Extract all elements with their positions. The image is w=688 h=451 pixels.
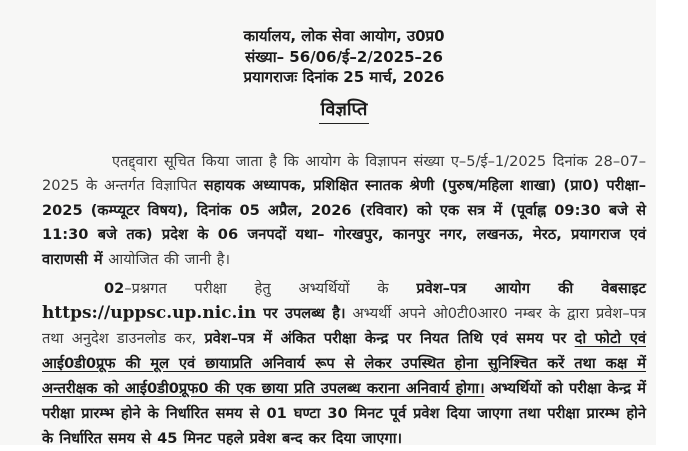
- availability-text: पर उपलब्ध है।: [263, 305, 346, 322]
- admit-card-website-text: प्रवेश–पत्र आयोग की वेबसाइट: [416, 280, 646, 297]
- document-header: [0, 26, 688, 88]
- download-instructions: अभ्यर्थी अपने ओ0टी0आर0 नम्बर के द्वारा प्रवेश–पत्र तथा अनुदेश डाउनलोड कर,: [42, 305, 646, 347]
- notice-title-container: [0, 98, 688, 124]
- exam-centre-instructions: प्रवेश–पत्र में अंकित परीक्षा केन्द्र पर नियत तिथि एवं समय पर: [204, 330, 567, 347]
- reference-number: संख्या– 56/06/ई–2/2025–26: [245, 47, 443, 66]
- paragraph-number: 02: [104, 280, 125, 297]
- notice-title: विज्ञप्ति: [319, 98, 370, 124]
- paragraph-2-intro: –प्रश्नगत परीक्षा हेतु अभ्यर्थियों के: [124, 280, 389, 297]
- office-name: कार्यालय, लोक सेवा आयोग, उ0प्र0: [243, 27, 445, 45]
- paragraph-2: [42, 276, 646, 451]
- paragraph-1-end: आयोजित की जानी है।: [108, 250, 231, 268]
- entry-timing-rules: अभ्यर्थियों को परीक्षा केन्द्र में परीक्षा प्रारम्भ होने के निर्धारित समय से 01 घण्टा 30 मिनट पूर्व प्रवेश दिया जाएगा तथा परीक्षा प्रारम्भ होने के निर्धारित समय से 45 मिनट पहले प्रवेश बन्द कर दिया जाएगा।: [42, 380, 646, 447]
- website-link[interactable]: https://uppsc.up.nic.in: [42, 303, 257, 323]
- place-date: प्रयागराजः दिनांक 25 मार्च, 2026: [243, 68, 445, 86]
- paragraph-1-intro: एतद्द्वारा सूचित किया जाता है कि आयोग के विज्ञापन संख्या ए–5/ई–1/2025 दिनांक 28–07–2025 के अन्तर्गत विज्ञापित: [42, 153, 646, 195]
- exam-details: सहायक अध्यापक, प्रशिक्षित स्नातक श्रेणी (पुरुष/महिला शाखा) (प्रा0) परीक्षा–2025 (कम्प्यूटर विषय), दिनांक 05 अप्रैल, 2026 (रविवार) को एक सत्र में (पूर्वाह्न 09:30 बजे से 11:30 बजे तक) प्रदेश के 06 जनपदों यथा– गोरखपुर, कानपुर नगर, लखनऊ, मेरठ, प्रयागराज एवं वाराणसी में: [42, 177, 647, 268]
- paragraph-1: [42, 150, 646, 272]
- id-proof-requirement: दो फोटो एवं आई0डी0प्रूफ की मूल एवं छायाप्रति अनिवार्य रूप से लेकर उपस्थित होना सुनिश्चित करें तथा कक्ष में अन्तरीक्षक को आई0डी0प्रूफ0 की एक छाया प्रति उपलब्ध कराना अनिवार्य होगा।: [42, 330, 646, 397]
